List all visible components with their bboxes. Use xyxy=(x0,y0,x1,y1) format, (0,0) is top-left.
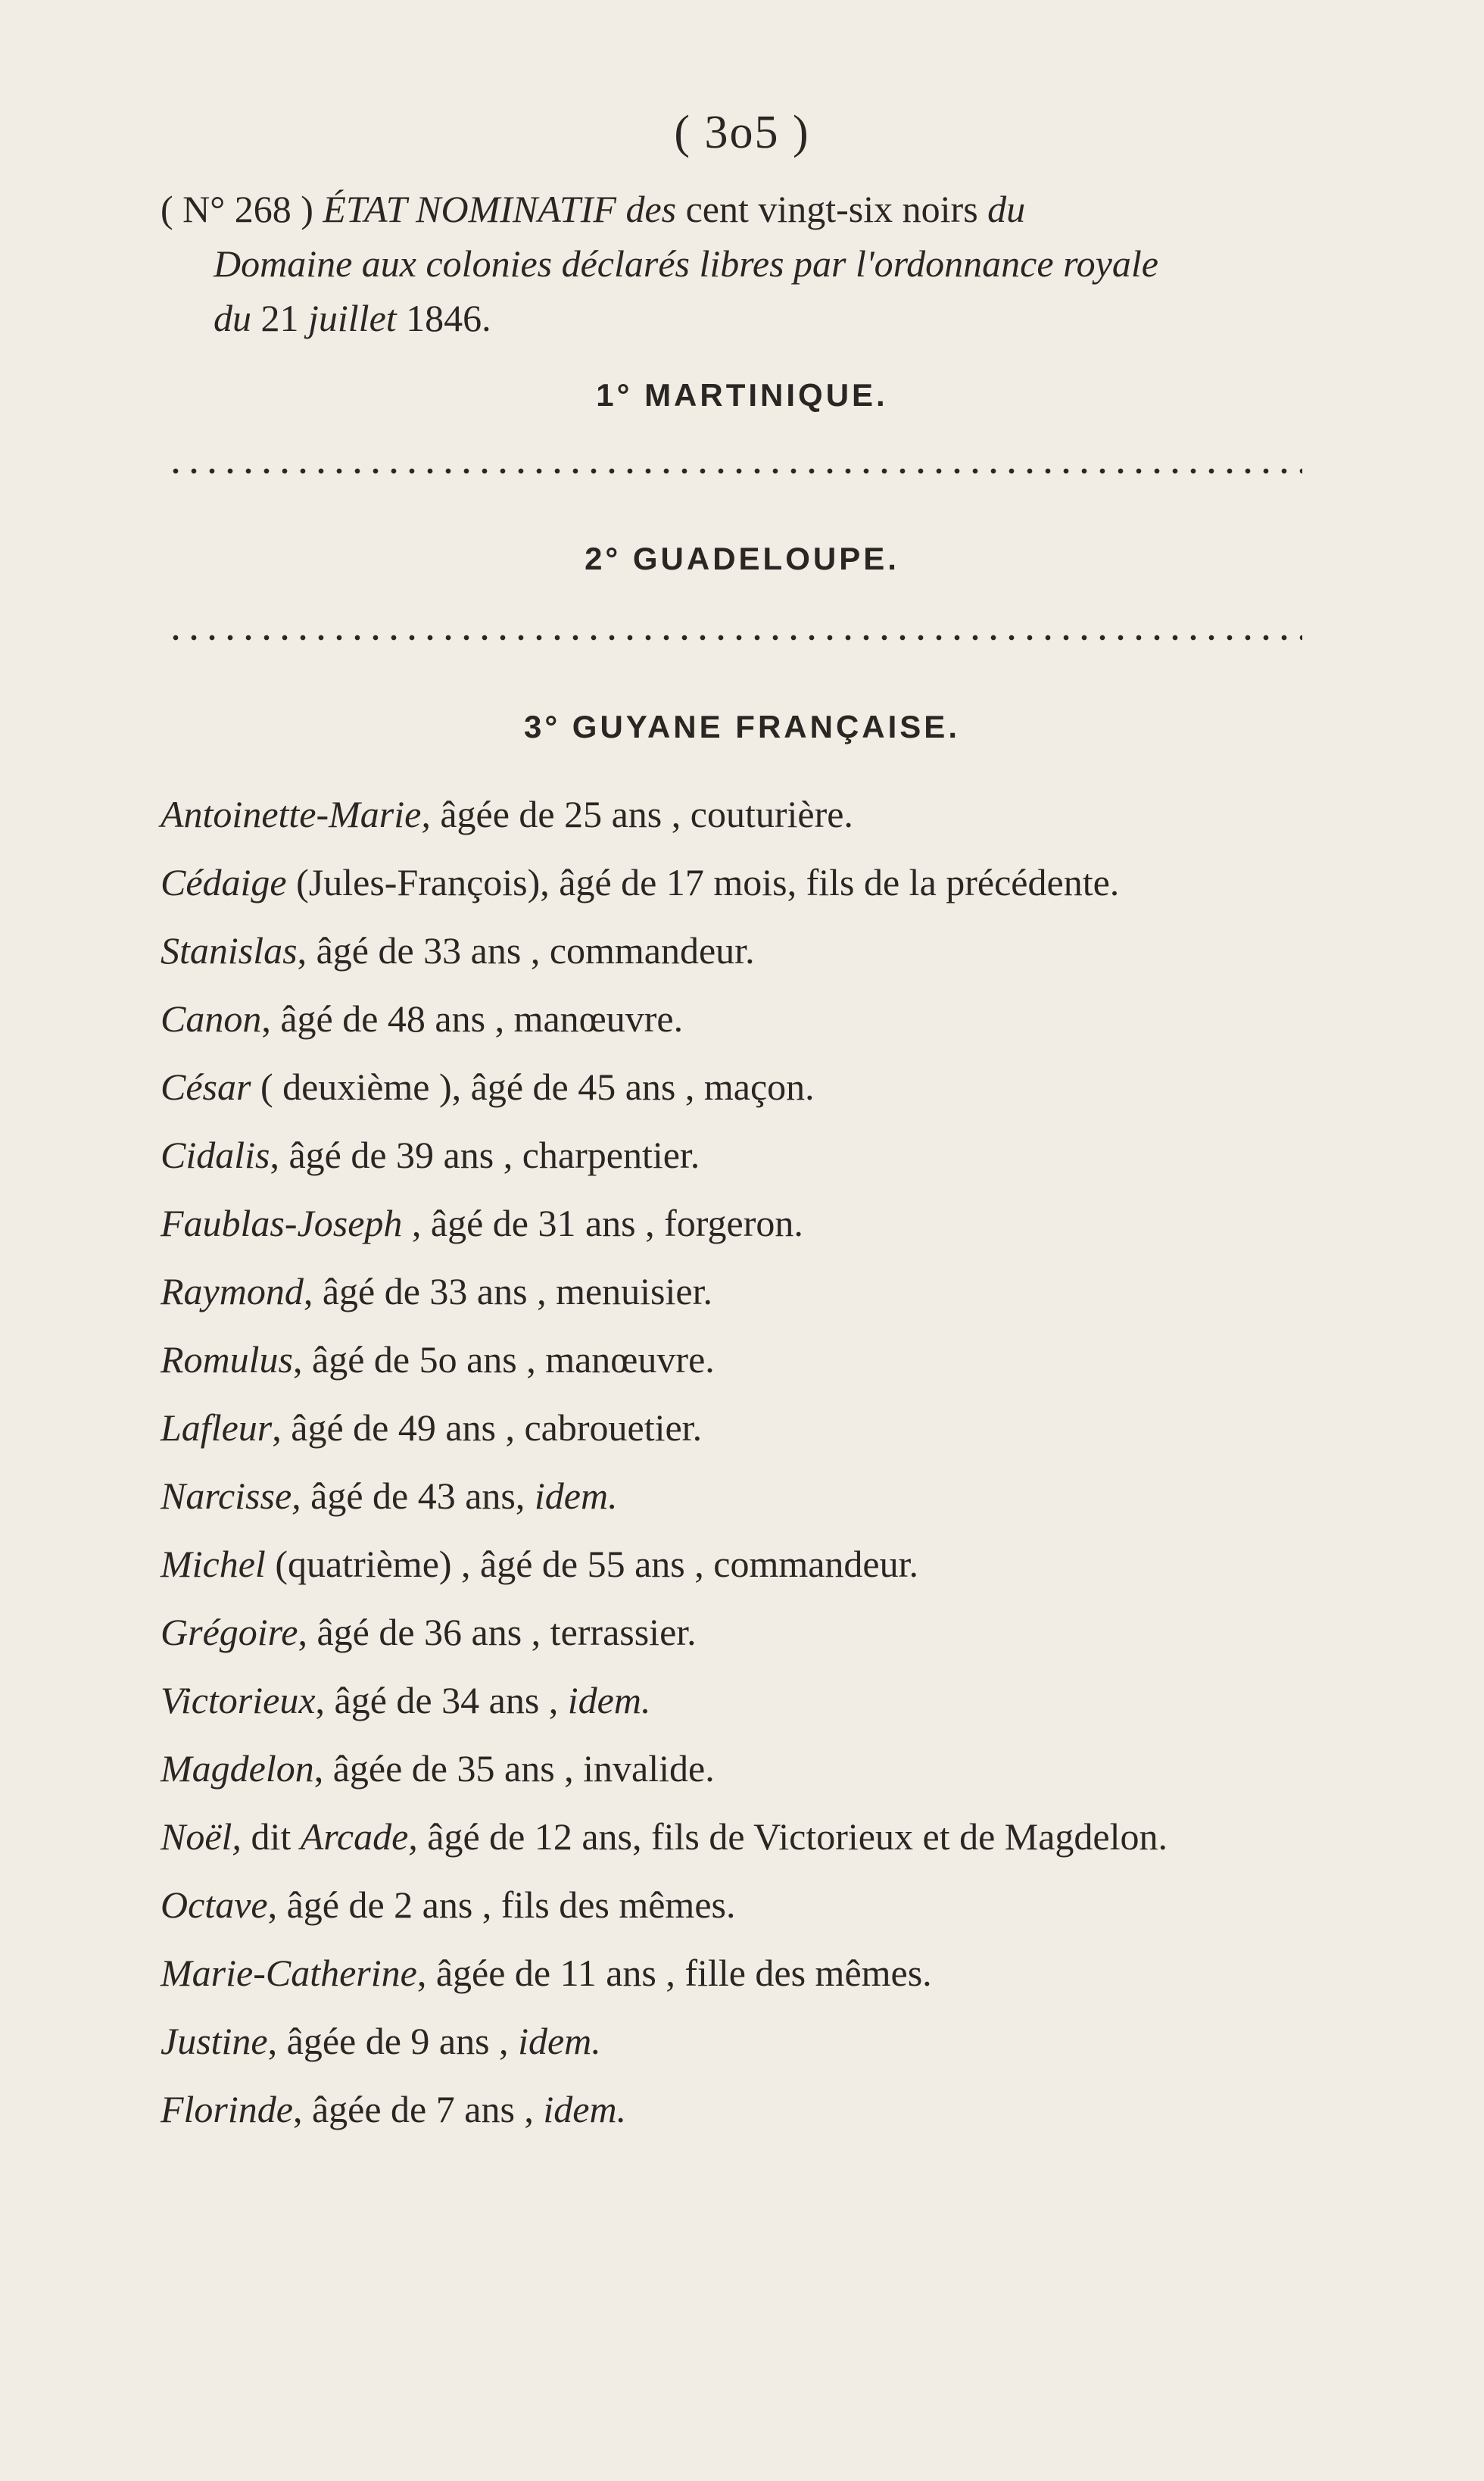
list-item xyxy=(161,1530,1342,1598)
entry-details: (Jules-François), âgé de 17 mois, fils de la précédente. xyxy=(286,861,1120,903)
entry-details: , âgé de 2 ans , fils des mêmes. xyxy=(267,1883,736,1926)
intro-line3-num: 21 xyxy=(251,297,308,339)
intro-prefix: ( N° 268 ) xyxy=(161,188,323,230)
entry-alias: Arcade, xyxy=(300,1815,418,1858)
dotted-separator-1 xyxy=(167,467,1302,476)
section-heading-guyane: 3° GUYANE FRANÇAISE. xyxy=(523,709,960,744)
entry-name: Florinde xyxy=(161,2088,293,2130)
list-item xyxy=(161,1598,1342,1666)
entry-idem: idem. xyxy=(518,2020,601,2062)
list-item xyxy=(161,1734,1342,1802)
entry-name: Romulus xyxy=(161,1338,293,1381)
entry-idem: idem. xyxy=(534,1475,618,1517)
list-item xyxy=(161,1257,1342,1325)
entry-name: Cédaige xyxy=(161,861,287,903)
list-item xyxy=(161,1666,1342,1734)
entry-details: , âgé de 34 ans , xyxy=(315,1679,568,1721)
list-item xyxy=(161,1871,1342,1939)
entry-details: , âgé de 48 ans , manœuvre. xyxy=(261,997,684,1040)
entry-details: , âgée de 9 ans , xyxy=(267,2020,519,2062)
intro-line3-month: juillet xyxy=(308,297,397,339)
entry-details: âgé de 43 ans, xyxy=(301,1475,535,1517)
entry-list xyxy=(161,780,1342,2143)
entry-details: (quatrième) , âgé de 55 ans , commandeur. xyxy=(265,1543,919,1585)
entry-idem: idem. xyxy=(567,1679,651,1721)
section-heading-guadeloupe: 2° GUADELOUPE. xyxy=(585,541,899,576)
list-item xyxy=(161,1053,1342,1121)
entry-details: , âgé de 49 ans , cabrouetier. xyxy=(272,1406,703,1449)
intro-title: ÉTAT NOMINATIF xyxy=(323,188,616,230)
entry-name: Canon xyxy=(161,997,262,1040)
list-item xyxy=(161,2075,1342,2143)
entry-details: , âgée de 11 ans , fille des mêmes. xyxy=(416,1952,932,1994)
list-item xyxy=(161,916,1342,985)
entry-name: César xyxy=(161,1066,251,1108)
list-item xyxy=(161,1393,1342,1462)
entry-name: Victorieux xyxy=(161,1679,316,1721)
entry-details: , âgée de 35 ans , invalide. xyxy=(313,1747,715,1790)
entry-details: , âgée de 7 ans , xyxy=(292,2088,544,2130)
list-item xyxy=(161,1189,1342,1257)
entry-details: , âgé de 5o ans , manœuvre. xyxy=(293,1338,715,1381)
entry-name: Raymond xyxy=(161,1270,304,1312)
list-item xyxy=(161,1802,1342,1871)
entry-name: Michel xyxy=(161,1543,266,1585)
list-item xyxy=(161,1939,1342,2007)
intro-t1: des xyxy=(616,188,677,230)
list-item xyxy=(161,2007,1342,2075)
list-item xyxy=(161,1325,1342,1393)
intro-t2: cent vingt-six noirs xyxy=(676,188,988,230)
entry-details: , âgé de 39 ans , charpentier. xyxy=(270,1134,700,1176)
entry-name: Narcisse, xyxy=(161,1475,301,1517)
entry-name: Octave xyxy=(161,1883,268,1926)
entry-details: âgée de 25 ans , couturière. xyxy=(430,793,853,835)
entry-name: Noël, xyxy=(161,1815,242,1858)
entry-name: Antoinette-Marie, xyxy=(161,793,431,835)
list-item xyxy=(161,1462,1342,1530)
entry-name: Lafleur xyxy=(161,1406,273,1449)
entry-name: Marie-Catherine xyxy=(161,1952,417,1994)
entry-details: ( deuxième ), âgé de 45 ans , maçon. xyxy=(251,1066,815,1108)
intro-line-3 xyxy=(161,291,1327,345)
entry-name: Magdelon xyxy=(161,1747,314,1790)
dotted-separator-2 xyxy=(167,633,1302,642)
list-item xyxy=(161,780,1342,848)
entry-details: , âgé de 31 ans , forgeron. xyxy=(402,1202,803,1244)
entry-details: , âgé de 36 ans , terrassier. xyxy=(298,1611,697,1653)
entry-name: Stanislas xyxy=(161,929,298,972)
list-item xyxy=(161,848,1342,916)
entry-name: Grégoire xyxy=(161,1611,298,1653)
section-heading-martinique: 1° MARTINIQUE. xyxy=(596,377,888,413)
page-number: ( 3o5 ) xyxy=(674,107,810,158)
list-item xyxy=(161,985,1342,1053)
entry-details: , âgé de 33 ans , menuisier. xyxy=(303,1270,712,1312)
entry-details-2: âgé de 12 ans, fils de Victorieux et de Magdelon. xyxy=(417,1815,1168,1858)
entry-details: , âgé de 33 ans , commandeur. xyxy=(297,929,755,972)
entry-details: dit xyxy=(241,1815,301,1858)
entry-name: Justine xyxy=(161,2020,268,2062)
intro-line3-du: du xyxy=(214,297,251,339)
entry-idem: idem. xyxy=(543,2088,627,2130)
intro-t3: du xyxy=(987,188,1026,230)
entry-name: Cidalis xyxy=(161,1134,270,1176)
entry-name: Faublas-Joseph xyxy=(161,1202,403,1244)
intro-paragraph xyxy=(161,182,1327,345)
intro-line-2: Domaine aux colonies déclarés libres par l'ordonnance royale xyxy=(214,242,1158,285)
intro-line3-year: 1846. xyxy=(396,297,491,339)
list-item xyxy=(161,1121,1342,1189)
